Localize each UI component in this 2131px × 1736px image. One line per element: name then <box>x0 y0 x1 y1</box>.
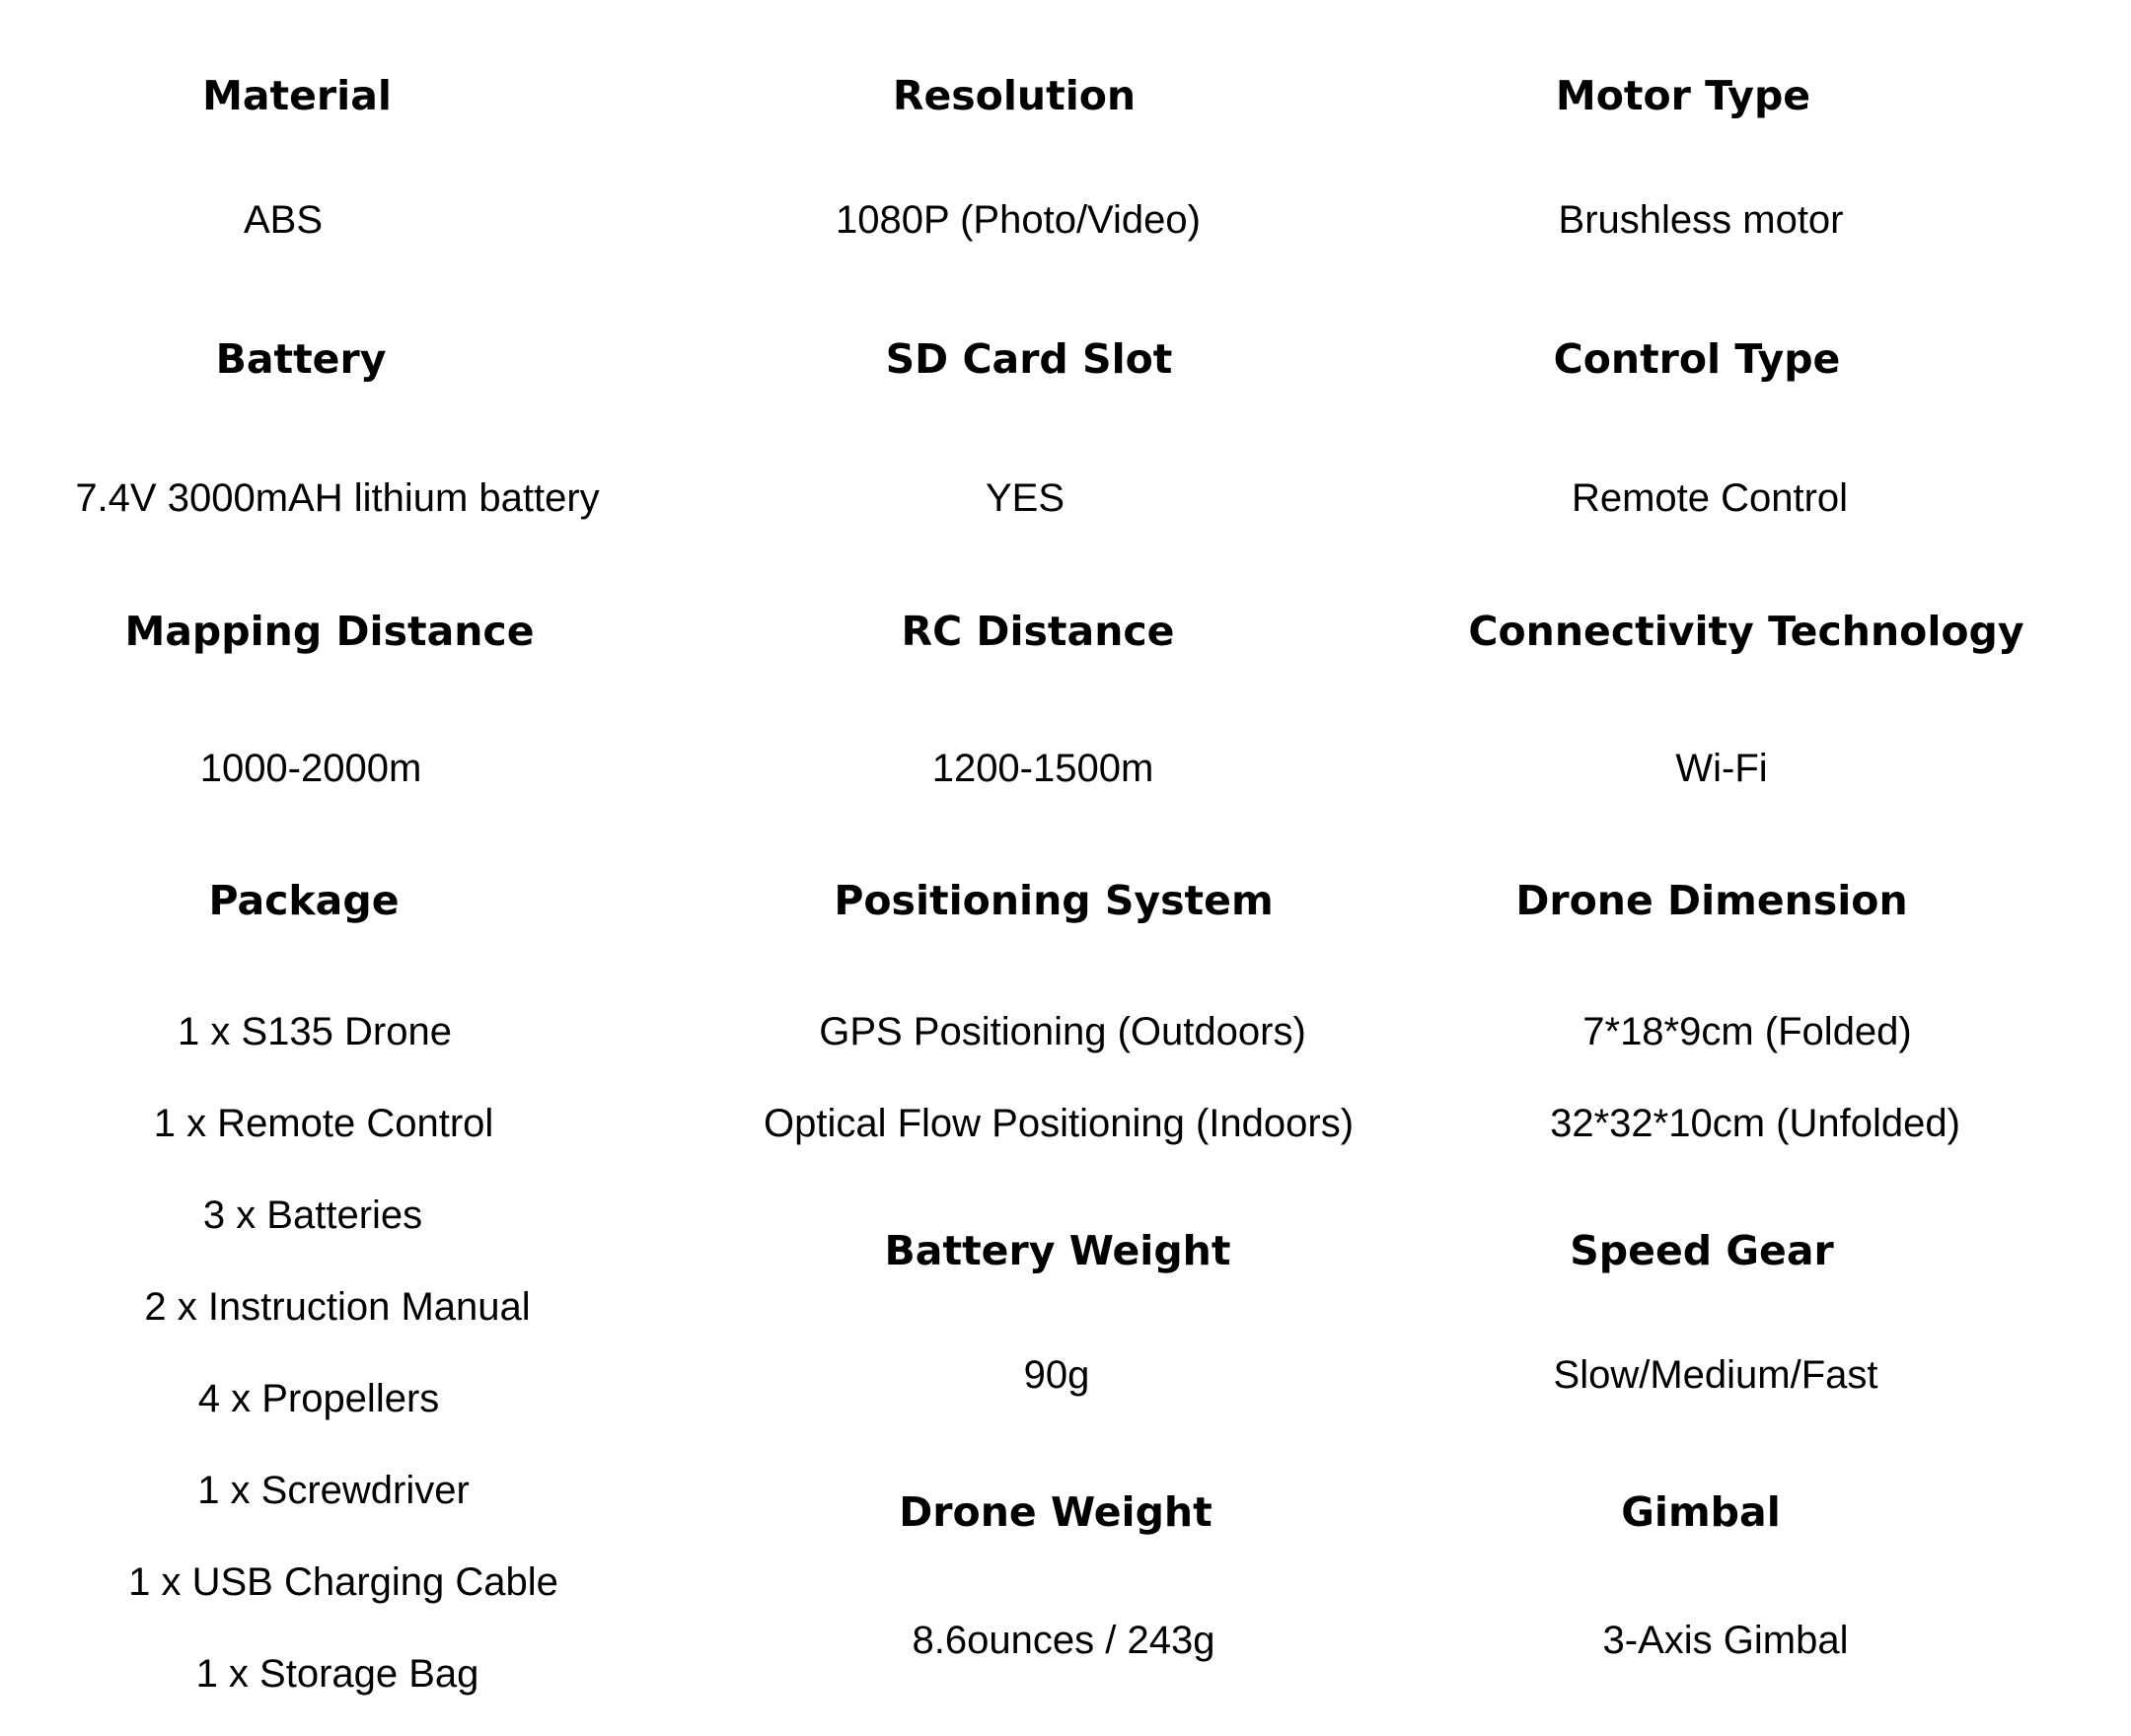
package-item: 4 x Propellers <box>197 1377 440 1420</box>
resolution-label: Resolution <box>892 72 1137 119</box>
rc-distance-label: RC Distance <box>901 608 1175 655</box>
mapping-distance-label: Mapping Distance <box>124 608 535 655</box>
battery-weight-label: Battery Weight <box>884 1227 1231 1274</box>
battery-value: 7.4V 3000mAH lithium battery <box>75 476 600 520</box>
sd-card-slot-label: SD Card Slot <box>885 335 1173 383</box>
package-item: 1 x Storage Bag <box>195 1652 479 1696</box>
package-item: 1 x Screwdriver <box>197 1469 470 1512</box>
dimension-item: 32*32*10cm (Unfolded) <box>1550 1102 1960 1145</box>
control-type-value: Remote Control <box>1571 476 1849 520</box>
package-item: 2 x Instruction Manual <box>144 1285 531 1329</box>
connectivity-technology-label: Connectivity Technology <box>1468 608 2024 655</box>
speed-gear-value: Slow/Medium/Fast <box>1553 1353 1878 1397</box>
battery-label: Battery <box>215 335 387 383</box>
positioning-item: Optical Flow Positioning (Indoors) <box>763 1102 1355 1145</box>
material-value: ABS <box>243 198 324 242</box>
positioning-system-label: Positioning System <box>834 877 1274 924</box>
drone-dimension-label: Drone Dimension <box>1515 877 1908 924</box>
gimbal-label: Gimbal <box>1621 1488 1781 1536</box>
motor-type-value: Brushless motor <box>1558 198 1844 242</box>
sd-card-slot-value: YES <box>985 476 1066 520</box>
package-item: 1 x Remote Control <box>153 1102 494 1145</box>
gimbal-value: 3-Axis Gimbal <box>1602 1619 1849 1662</box>
package-item: 3 x Batteries <box>202 1194 423 1237</box>
battery-weight-value: 90g <box>1023 1353 1090 1397</box>
package-item: 1 x S135 Drone <box>178 1010 452 1053</box>
resolution-value: 1080P (Photo/Video) <box>836 198 1201 242</box>
control-type-label: Control Type <box>1553 335 1841 383</box>
dimension-item: 7*18*9cm (Folded) <box>1582 1010 1912 1053</box>
material-label: Material <box>202 72 392 119</box>
rc-distance-value: 1200-1500m <box>931 747 1154 790</box>
connectivity-technology-value: Wi-Fi <box>1675 747 1768 790</box>
positioning-item: GPS Positioning (Outdoors) <box>819 1010 1306 1053</box>
package-label: Package <box>208 877 400 924</box>
speed-gear-label: Speed Gear <box>1570 1227 1834 1274</box>
package-item: 1 x USB Charging Cable <box>128 1560 558 1604</box>
mapping-distance-value: 1000-2000m <box>199 747 422 790</box>
drone-weight-value: 8.6ounces / 243g <box>912 1619 1215 1662</box>
drone-weight-label: Drone Weight <box>899 1488 1212 1536</box>
motor-type-label: Motor Type <box>1555 72 1811 119</box>
